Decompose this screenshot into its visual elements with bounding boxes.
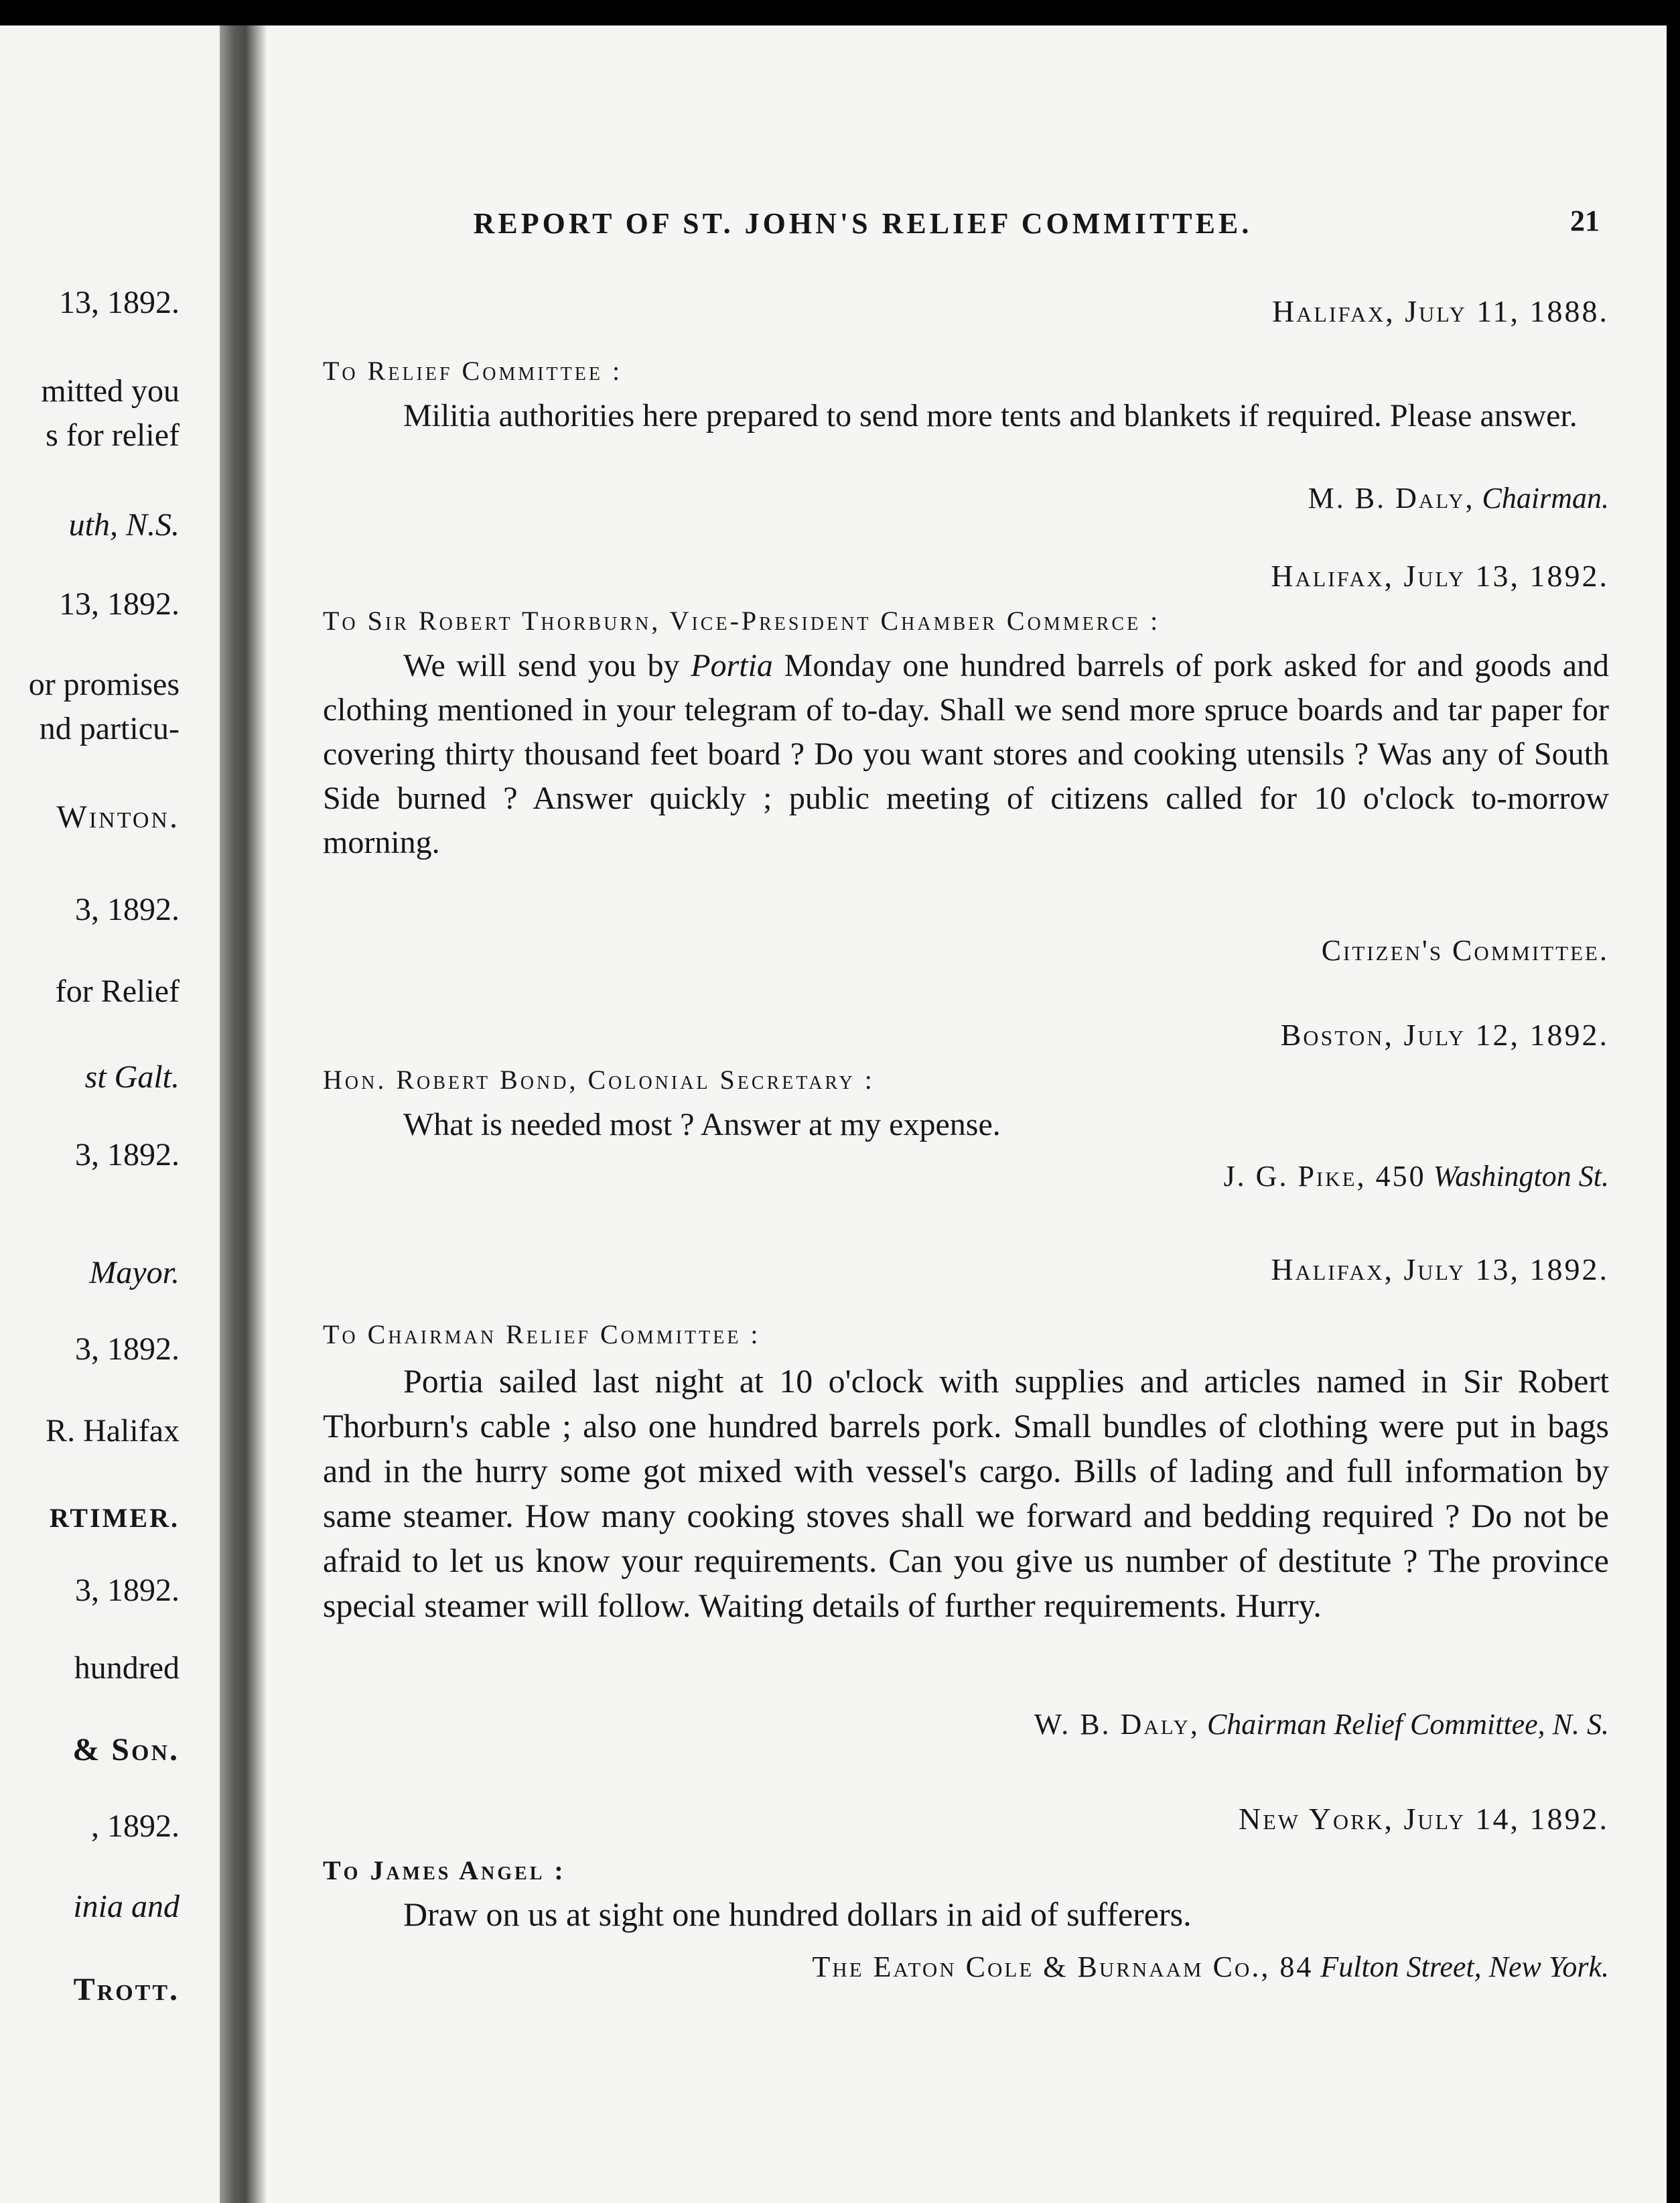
left-page-line: inia and	[73, 1889, 180, 1924]
book-gutter	[220, 25, 267, 2203]
body-text-part: We will send you by	[403, 648, 691, 683]
telegram-date: Halifax, July 11, 1888.	[1272, 294, 1609, 328]
telegram-signature	[470, 1707, 1609, 1741]
signature-title: Washington St.	[1433, 1160, 1609, 1193]
left-page-line: mitted you	[41, 373, 180, 409]
scan-border-top	[0, 0, 1680, 25]
telegram-date: Boston, July 12, 1892.	[1280, 1018, 1609, 1052]
signature-title: Chairman.	[1482, 482, 1609, 515]
signature-name: W. B. Daly,	[1034, 1708, 1200, 1741]
telegram-date: Halifax, July 13, 1892.	[1271, 559, 1609, 593]
left-page-line: 13, 1892.	[59, 285, 180, 320]
telegram-body: Militia authorities here prepared to send more tents and blankets if required. Please answer.	[403, 398, 1578, 433]
telegram-date: Halifax, July 13, 1892.	[1271, 1252, 1609, 1286]
left-page-line: s for relief	[46, 417, 180, 453]
telegram-5	[323, 1801, 1609, 2002]
telegram-2	[323, 558, 1609, 987]
telegram-body: Draw on us at sight one hundred dollars in aid of sufferers.	[403, 1895, 1192, 1933]
telegram-body: What is needed most ? Answer at my expense.	[403, 1107, 1001, 1142]
ship-name: Portia	[691, 648, 773, 683]
left-page-line: 13, 1892.	[59, 586, 180, 622]
left-page-line: , 1892.	[91, 1808, 180, 1844]
signature-name: M. B. Daly,	[1308, 482, 1475, 515]
left-page-line: uth, N.S.	[68, 507, 180, 543]
left-page-line: 3, 1892.	[75, 1573, 180, 1608]
right-page	[267, 25, 1667, 2203]
left-page-line: for Relief	[55, 974, 180, 1009]
telegram-signature	[470, 1950, 1609, 1984]
telegram-addressee: To Relief Committee :	[323, 356, 623, 386]
signature-name: J. G. Pike, 450	[1223, 1160, 1426, 1193]
body-text-part: Monday one hundred barrels of pork asked for and goods and clothing mentioned in your telegram of to-day. Shall we send more spruce boards and tar paper for covering thirty thousand feet board ? Do you want stores and cooking utensils ? Was any of South Side burned ? Answer quickly ; public meeting of citizens called for 10 o'clock to-morrow morning.	[323, 648, 1610, 860]
left-page-line: hundred	[74, 1650, 180, 1686]
left-page-line: RTIMER.	[49, 1503, 180, 1533]
telegram-4	[323, 1252, 1609, 1761]
telegram-signature: Citizen's Committee.	[1321, 934, 1609, 967]
signature-title: Fulton Street, New York.	[1320, 1950, 1609, 1983]
telegram-body	[323, 644, 1609, 865]
left-page-line: & Son.	[72, 1732, 180, 1767]
telegram-addressee: To Sir Robert Thorburn, Vice-President Chamber Commerce :	[323, 606, 1161, 636]
telegram-addressee: To Chairman Relief Committee :	[323, 1319, 761, 1349]
telegram-addressee: To James Angel :	[323, 1855, 566, 1885]
telegram-date: New York, July 14, 1892.	[1238, 1802, 1609, 1836]
running-header: REPORT OF ST. JOHN'S RELIEF COMMITTEE.	[473, 207, 1253, 240]
telegram-signature	[470, 481, 1609, 515]
page-number: 21	[1570, 204, 1600, 237]
left-page-line: 3, 1892.	[75, 892, 180, 927]
telegram-body: Portia sailed last night at 10 o'clock with supplies and articles named in Sir Robert Thorburn's cable ; also one hundred barrels pork. Small bundles of clothing were put in bags and in the hurry some got mixed with vessel's cargo. Bills of lading and full information by same steamer. How many cooking stoves shall we forward and bedding required ? Do not be afraid to let us know your requirements. Can you give us number of destitute ? The province special steamer will follow. Waiting details of further requirements. Hurry.	[323, 1362, 1609, 1624]
left-page-line: 3, 1892.	[75, 1137, 180, 1173]
telegram-addressee: Hon. Robert Bond, Colonial Secretary :	[323, 1065, 875, 1095]
left-page-line: or promises	[28, 667, 180, 702]
left-page-line: R. Halifax	[46, 1413, 180, 1449]
left-page-line: Mayor.	[89, 1255, 180, 1290]
left-page-line: Winton.	[56, 799, 180, 835]
telegram-3	[323, 1017, 1609, 1218]
telegram-signature	[470, 1159, 1609, 1193]
signature-title: Chairman Relief Committee, N. S.	[1206, 1708, 1609, 1741]
signature-name: The Eaton Cole & Burnaam Co., 84	[812, 1950, 1314, 1983]
telegram-1	[323, 293, 1609, 521]
left-page-line: st Galt.	[84, 1059, 180, 1095]
left-facing-page	[0, 25, 220, 2203]
scan-border-right	[1667, 0, 1680, 2203]
left-page-line: 3, 1892.	[75, 1331, 180, 1367]
left-page-line: nd particu-	[39, 711, 180, 746]
left-page-line: Trott.	[73, 1972, 180, 2007]
